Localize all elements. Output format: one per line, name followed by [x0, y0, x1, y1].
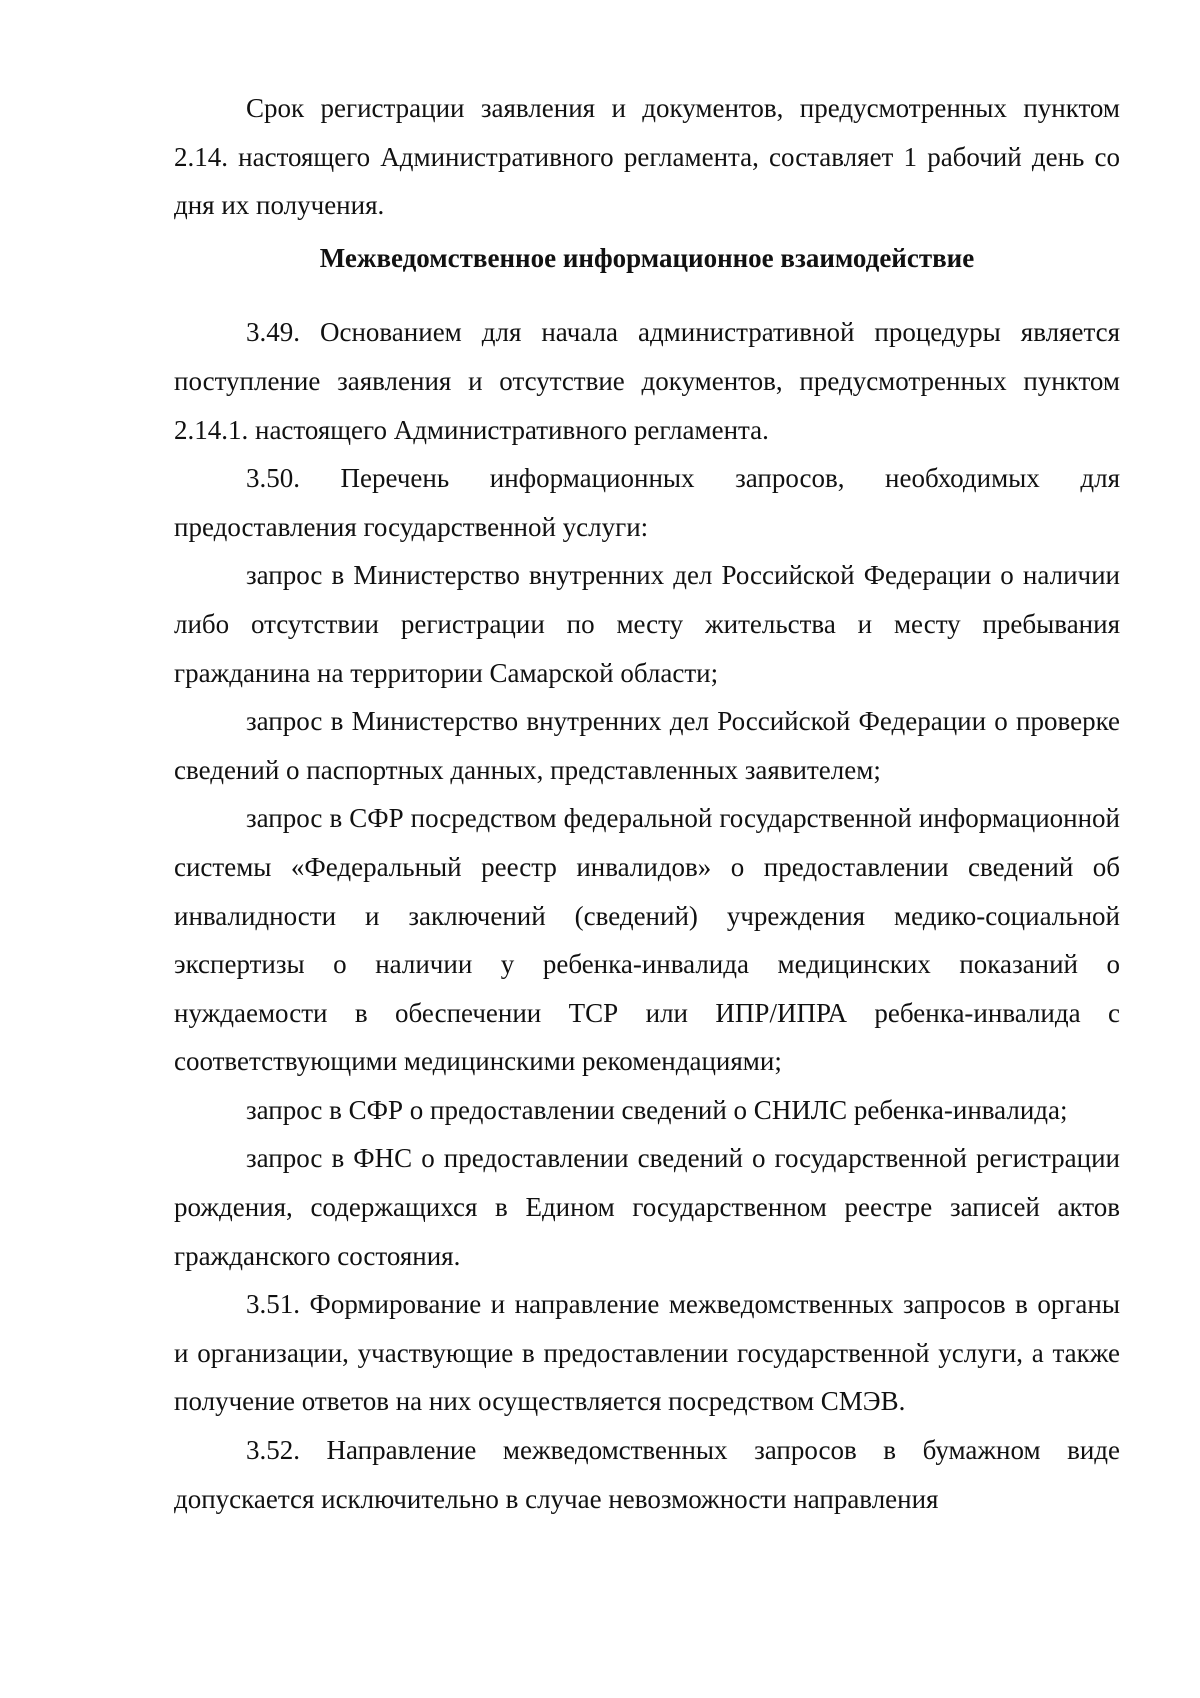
- paragraph-registration-term: Срок регистрации заявления и документов, предусмотренных пунктом 2.14. настоящего Административного регламента, составляет 1 рабочий день со дня их получения.: [174, 93, 1120, 221]
- document-page: [174, 84, 1120, 1523]
- list-item-request-sfr-disability: запрос в СФР посредством федеральной государственной информационной системы «Федеральный реестр инвалидов» о предоставлении сведений об инвалидности и заключений (сведений) учреждения медико-социальной экспертизы о наличии у ребенка-инвалида медицинских показаний о нуждаемости в обеспечении ТСР или ИПР/ИПРА ребенка-инвалида с соответствующими медицинскими рекомендациями;: [174, 803, 1120, 1077]
- paragraph-3-52: 3.52. Направление межведомственных запросов в бумажном виде допускается исключительно в случае невозможности направления: [174, 1435, 1120, 1514]
- list-item-request-sfr-snils: запрос в СФР о предоставлении сведений о СНИЛС ребенка-инвалида;: [246, 1094, 1068, 1125]
- paragraph-3-49: 3.49. Основанием для начала административной процедуры является поступление заявления и отсутствие документов, предусмотренных пунктом 2.14.1. настоящего Административного регламента.: [174, 317, 1120, 445]
- paragraph-3-50: 3.50. Перечень информационных запросов, необходимых для предоставления государственной услуги:: [174, 463, 1120, 542]
- list-item-request-mvd-registration: запрос в Министерство внутренних дел Российской Федерации о наличии либо отсутствии регистрации по месту жительства и месту пребывания гражданина на территории Самарской области;: [174, 560, 1120, 688]
- list-item-request-fns-birth: запрос в ФНС о предоставлении сведений о государственной регистрации рождения, содержащихся в Едином государственном реестре записей актов гражданского состояния.: [174, 1143, 1120, 1271]
- paragraph-3-51: 3.51. Формирование и направление межведомственных запросов в органы и организации, участвующие в предоставлении государственной услуги, а также получение ответов на них осуществляется посредством СМЭВ.: [174, 1289, 1120, 1417]
- section-heading: Межведомственное информационное взаимодействие: [319, 242, 975, 273]
- list-item-request-mvd-passport: запрос в Министерство внутренних дел Российской Федерации о проверке сведений о паспортных данных, представленных заявителем;: [174, 706, 1120, 785]
